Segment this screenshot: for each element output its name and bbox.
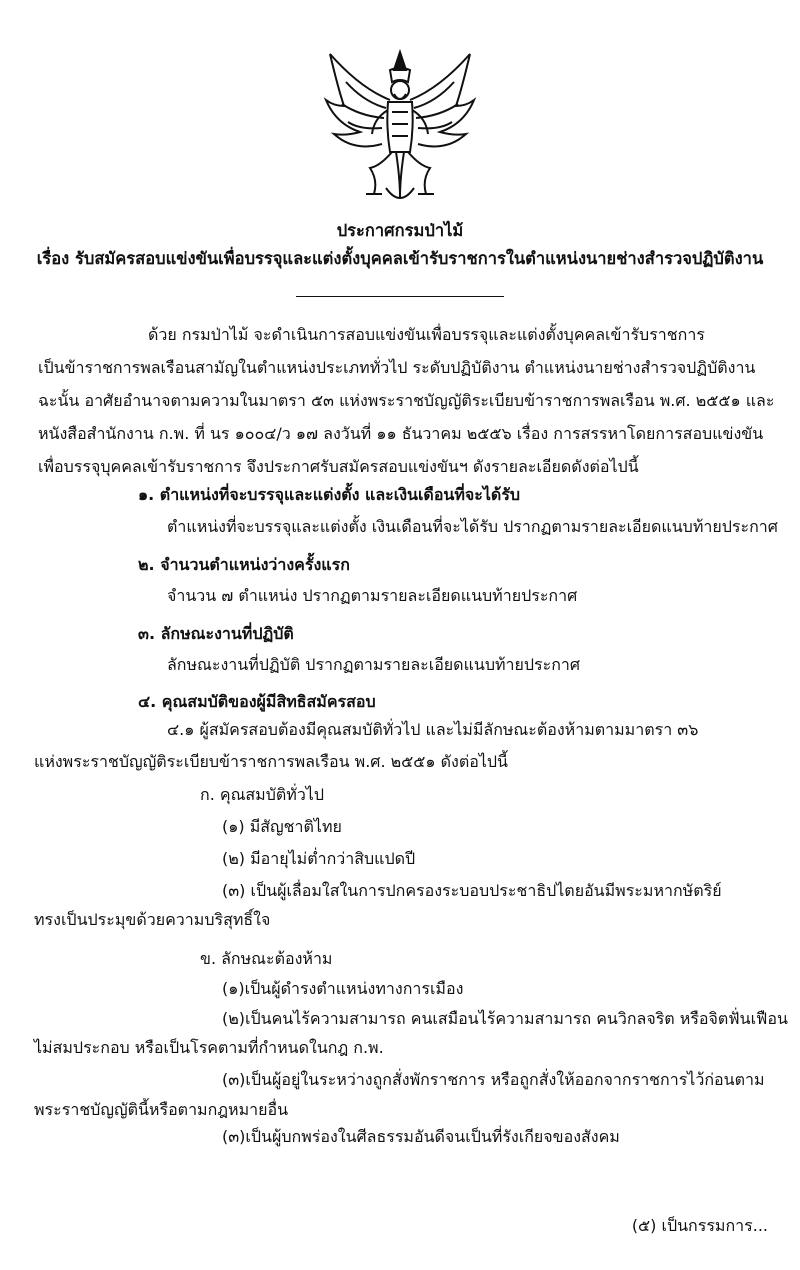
prohibited-item: (๓)เป็นผู้บกพร่องในศีลธรรมอันดีจนเป็นที่รังเกียจของสังคม	[222, 1127, 620, 1146]
announcement-subject: เรื่อง รับสมัครสอบแข่งขันเพื่อบรรจุและแต่งตั้งบุคคลเข้ารับราชการในตำแหน่งนายช่างสำรวจปฏิบัติงาน	[36, 249, 764, 268]
prohibited-item: (๒)เป็นคนไร้ความสามารถ คนเสมือนไร้ความสามารถ คนวิกลจริต หรือจิตฟั่นเฟือน	[222, 1009, 788, 1028]
divider	[296, 296, 504, 297]
qualification-4-1-line1: ๔.๑ ผู้สมัครสอบต้องมีคุณสมบัติทั่วไป และไม่มีลักษณะต้องห้ามตามมาตรา ๓๖	[167, 720, 699, 739]
intro-line: เพื่อบรรจุบุคคลเข้ารับราชการ จึงประกาศรับสมัครสอบแข่งขันฯ ดังรายละเอียดดังต่อไปนี้	[38, 457, 639, 476]
section-1-heading: ๑. ตำแหน่งที่จะบรรจุและแต่งตั้ง และเงินเดือนที่จะได้รับ	[138, 485, 521, 504]
section-1-body: ตำแหน่งที่จะบรรจุและแต่งตั้ง เงินเดือนที่จะได้รับ ปรากฏตามรายละเอียดแนบท้ายประกาศ	[167, 517, 778, 536]
intro-line: เป็นข้าราชการพลเรือนสามัญในตำแหน่งประเภททั่วไป ระดับปฏิบัติงาน ตำแหน่งนายช่างสำรวจปฏิบัติงาน	[38, 358, 756, 377]
prohibited-item-continuation: พระราชบัญญัตินี้หรือตามกฎหมายอื่น	[34, 1100, 289, 1119]
general-item-continuation: ทรงเป็นประมุขด้วยความบริสุทธิ์ใจ	[34, 910, 271, 929]
general-item: (๓) เป็นผู้เลื่อมใสในการปกครองระบอบประชาธิปไตยอันมีพระมหากษัตริย์	[222, 881, 722, 900]
section-4-heading: ๔. คุณสมบัติของผู้มีสิทธิสมัครสอบ	[138, 692, 376, 711]
section-2-body: จำนวน ๗ ตำแหน่ง ปรากฏตามรายละเอียดแนบท้ายประกาศ	[167, 586, 578, 605]
garuda-emblem-icon	[320, 48, 480, 208]
section-3-body: ลักษณะงานที่ปฏิบัติ ปรากฏตามรายละเอียดแนบท้ายประกาศ	[167, 655, 581, 674]
page-continuation: (๕) เป็นกรรมการ...	[631, 1216, 768, 1235]
qualification-4-1-line2: แห่งพระราชบัญญัติระเบียบข้าราชการพลเรือน พ.ศ. ๒๕๕๑ ดังต่อไปนี้	[34, 752, 508, 771]
announcement-title: ประกาศกรมป่าไม้	[336, 221, 464, 240]
prohibited-item-continuation: ไม่สมประกอบ หรือเป็นโรคตามที่กำหนดในกฎ ก.พ.	[34, 1038, 384, 1057]
general-item: (๑) มีสัญชาติไทย	[222, 817, 342, 836]
prohibited-item: (๓)เป็นผู้อยู่ในระหว่างถูกสั่งพักราชการ หรือถูกสั่งให้ออกจากราชการไว้ก่อนตาม	[222, 1070, 765, 1089]
general-item: (๒) มีอายุไม่ต่ำกว่าสิบแปดปี	[222, 849, 416, 868]
intro-line: หนังสือสำนักงาน ก.พ. ที่ นร ๑๐๐๔/ว ๑๗ ลงวันที่ ๑๑ ธันวาคม ๒๕๕๖ เรื่อง การสรรหาโดยการสอบแข่งขัน	[38, 424, 764, 443]
intro-line: ด้วย กรมป่าไม้ จะดำเนินการสอบแข่งขันเพื่อบรรจุและแต่งตั้งบุคคลเข้ารับราชการ	[148, 325, 705, 344]
section-2-heading: ๒. จำนวนตำแหน่งว่างครั้งแรก	[138, 555, 350, 574]
section-3-heading: ๓. ลักษณะงานที่ปฏิบัติ	[138, 624, 294, 643]
intro-line: ฉะนั้น อาศัยอำนาจตามความในมาตรา ๕๓ แห่งพระราชบัญญัติระเบียบข้าราชการพลเรือน พ.ศ. ๒๕๕๑ และ	[38, 391, 775, 410]
general-qualifications-heading: ก. คุณสมบัติทั่วไป	[200, 785, 324, 804]
prohibited-item: (๑)เป็นผู้ดำรงตำแหน่งทางการเมือง	[222, 979, 464, 998]
intro-paragraph	[38, 318, 775, 483]
prohibited-heading: ข. ลักษณะต้องห้าม	[200, 949, 333, 968]
